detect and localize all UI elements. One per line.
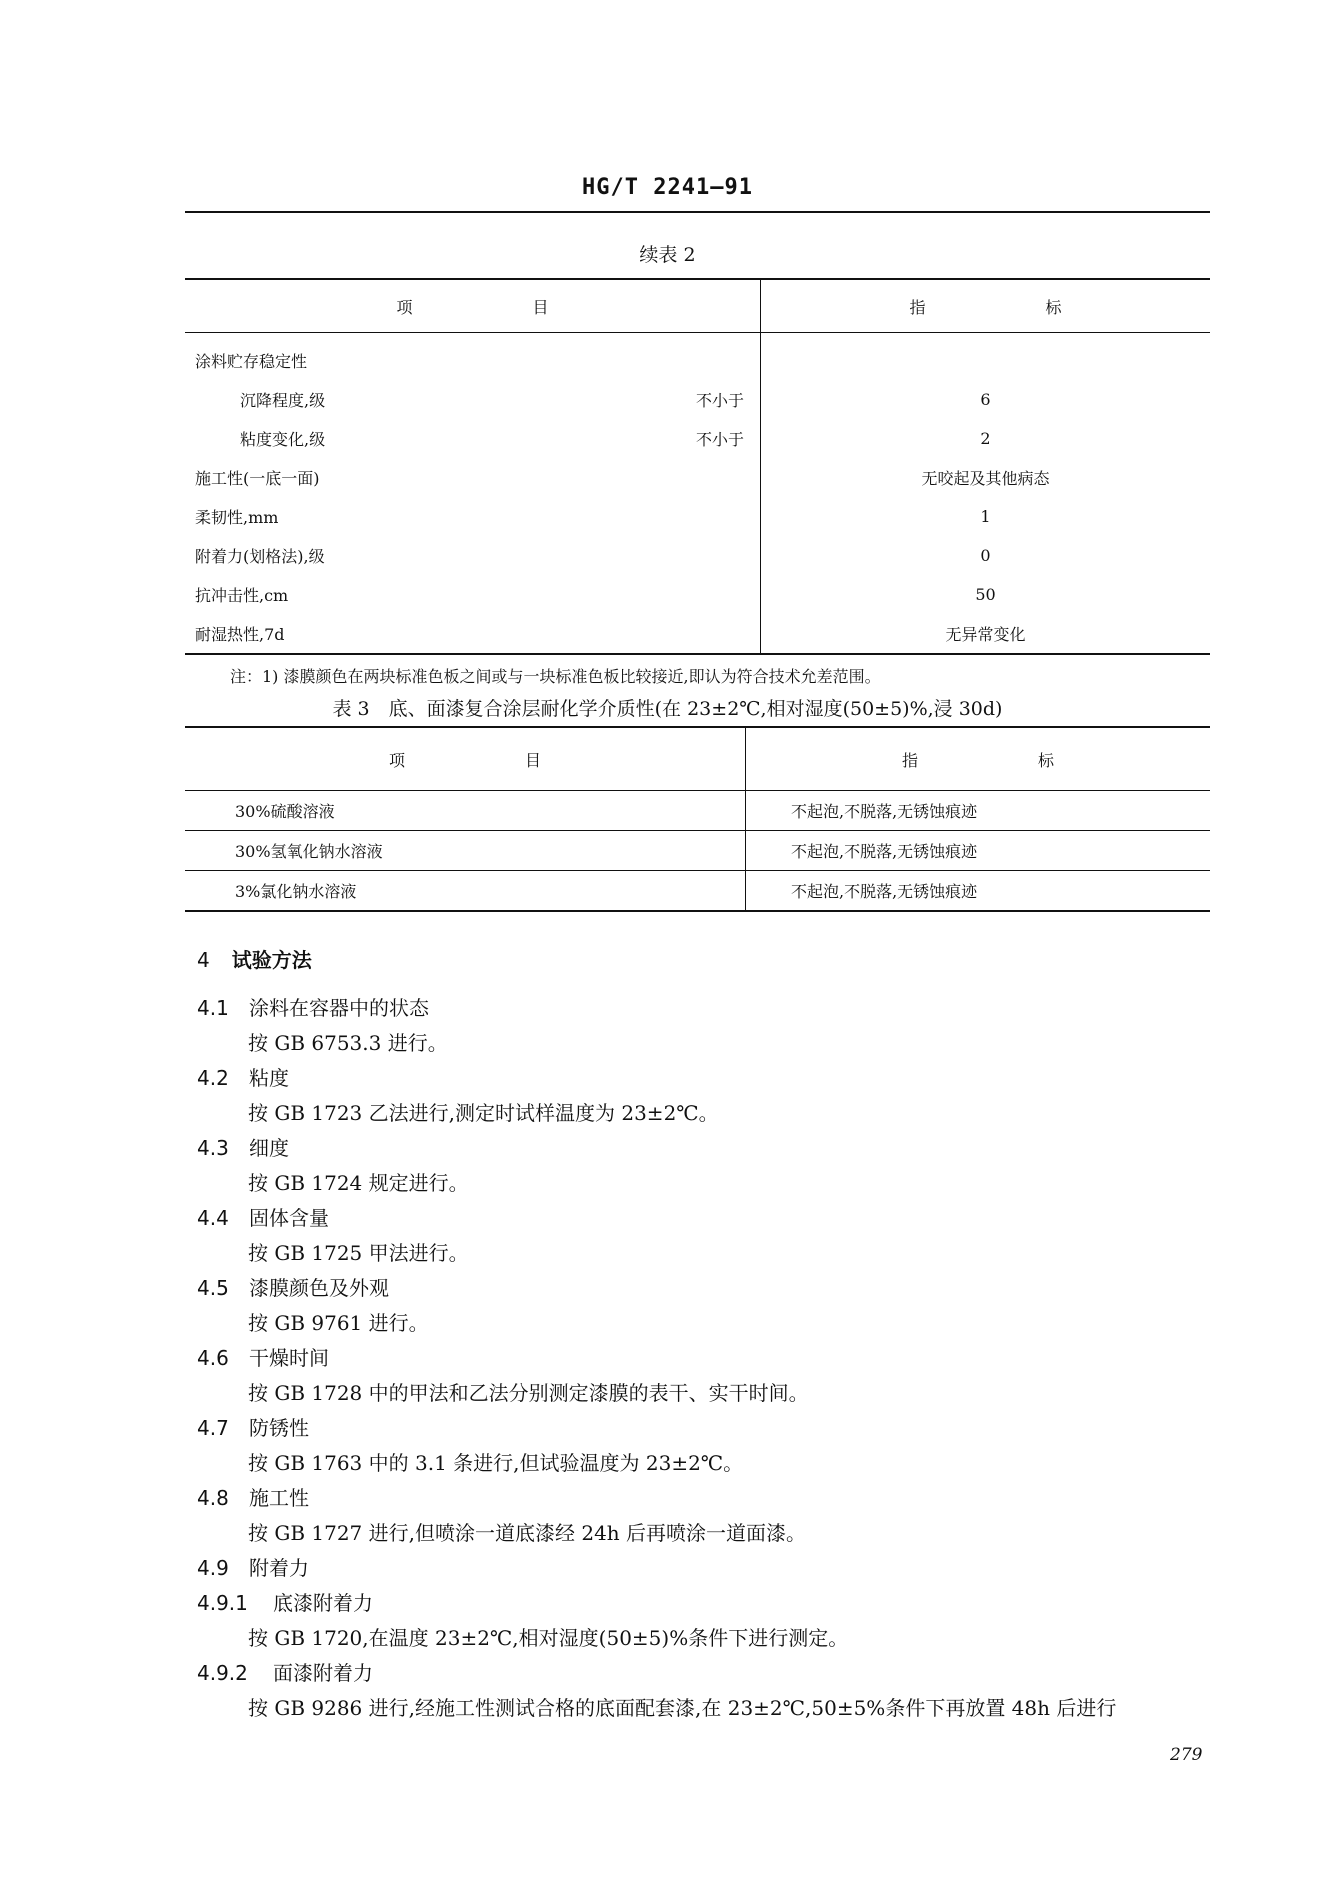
clause-4-7: 4.7 防锈性 [197, 1416, 309, 1440]
table-row: 30%氢氧化钠水溶液 不起泡,不脱落,无锈蚀痕迹 [185, 831, 1210, 871]
table-row: 附着力(划格法),级 0 [185, 536, 1210, 575]
table3 [185, 726, 1210, 912]
clause-4-2: 4.2 粘度 [197, 1066, 289, 1090]
table-row: 柔韧性,mm 1 [185, 497, 1210, 536]
clause-4-6: 4.6 干燥时间 [197, 1346, 329, 1370]
table-row: 沉降程度,级 不小于 6 [185, 380, 1210, 419]
clause-4-9-2-text: 按 GB 9286 进行,经施工性测试合格的底面配套漆,在 23±2℃,50±5%条件下再放置 48h 后进行 [248, 1696, 1117, 1720]
clause-4-9-2: 4.9.2 面漆附着力 [197, 1661, 373, 1685]
clause-4-4: 4.4 固体含量 [197, 1206, 329, 1230]
table2-header-spec: 指 标 [761, 279, 1211, 333]
clause-4-6-text: 按 GB 1728 中的甲法和乙法分别测定漆膜的表干、实干时间。 [248, 1381, 809, 1405]
table3-header-spec: 指 标 [746, 727, 1211, 791]
clause-4-1-text: 按 GB 6753.3 进行。 [248, 1031, 448, 1055]
table-row: 耐湿热性,7d 无异常变化 [185, 614, 1210, 654]
clause-4-5: 4.5 漆膜颜色及外观 [197, 1276, 389, 1300]
table-row: 粘度变化,级 不小于 2 [185, 419, 1210, 458]
clause-4-2-text: 按 GB 1723 乙法进行,测定时试样温度为 23±2℃。 [248, 1101, 719, 1125]
clause-4-8-text: 按 GB 1727 进行,但喷涂一道底漆经 24h 后再喷涂一道面漆。 [248, 1521, 807, 1545]
clause-4-4-text: 按 GB 1725 甲法进行。 [248, 1241, 469, 1265]
clause-4-8: 4.8 施工性 [197, 1486, 309, 1510]
table-row: 3%氯化钠水溶液 不起泡,不脱落,无锈蚀痕迹 [185, 871, 1210, 912]
clause-4-9-1-text: 按 GB 1720,在温度 23±2℃,相对湿度(50±5)%条件下进行测定。 [248, 1626, 849, 1650]
table3-caption: 表 3 底、面漆复合涂层耐化学介质性(在 23±2℃,相对湿度(50±5)%,浸 30d) [332, 698, 1003, 720]
table-row: 施工性(一底一面) 无咬起及其他病态 [185, 458, 1210, 497]
page-number: 279 [1170, 1745, 1203, 1765]
clause-4-1: 4.1 涂料在容器中的状态 [197, 996, 429, 1020]
clause-4-9-1: 4.9.1 底漆附着力 [197, 1591, 373, 1615]
table2-header-item: 项 目 [185, 279, 761, 333]
table2-note: 注：1) 漆膜颜色在两块标准色板之间或与一块标准色板比较接近,即认为符合技术允差范围。 [230, 667, 881, 686]
header-rule [185, 211, 1210, 213]
clause-4-9: 4.9 附着力 [197, 1556, 309, 1580]
section-4-title: 4 试验方法 [197, 948, 312, 972]
table3-header-item: 项 目 [185, 727, 746, 791]
table-row: 30%硫酸溶液 不起泡,不脱落,无锈蚀痕迹 [185, 791, 1210, 831]
table-row: 涂料贮存稳定性 [185, 333, 1210, 381]
table2-caption: 续表 2 [639, 244, 696, 266]
clause-4-7-text: 按 GB 1763 中的 3.1 条进行,但试验温度为 23±2℃。 [248, 1451, 744, 1475]
clause-4-3: 4.3 细度 [197, 1136, 289, 1160]
table2 [185, 278, 1210, 655]
clause-4-5-text: 按 GB 9761 进行。 [248, 1311, 429, 1335]
table-row: 抗冲击性,cm 50 [185, 575, 1210, 614]
clause-4-3-text: 按 GB 1724 规定进行。 [248, 1171, 469, 1195]
standard-number-header: HG/T 2241—91 [582, 175, 753, 200]
